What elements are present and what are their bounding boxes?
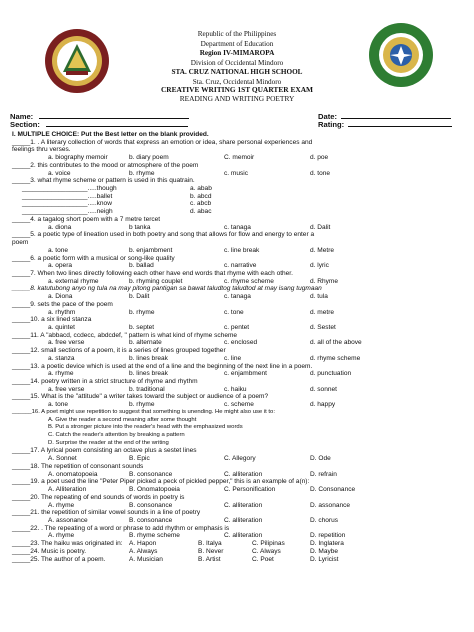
question-line: [12, 278, 468, 286]
answer-choice: c. pentet: [224, 323, 250, 331]
question-line: [12, 177, 468, 185]
answer-choice: B. consonance: [129, 501, 173, 509]
answer-choice: B. consonance: [129, 516, 173, 524]
question-text: _____6. a poetic form with a musical or song-like quality: [12, 254, 175, 262]
answer-choice: b. rhyming couplet: [129, 277, 183, 285]
answer-choice: b. traditional: [129, 385, 165, 393]
section-heading: [12, 131, 468, 139]
answer-choice: b. diary poem: [129, 154, 169, 162]
answer-choice: d. tone: [310, 169, 331, 177]
question-text: _____10. a six lined stanza: [12, 316, 92, 324]
answer-choice: d. punctuation: [310, 370, 352, 378]
answer-choice: C. Poet: [252, 555, 274, 563]
question-text: _____17. A lyrical poem consisting an octave plus a sestet lines: [12, 447, 197, 455]
answer-choice: b. enjambment: [129, 246, 173, 254]
exam-title-block: [0, 85, 474, 103]
question-text: _____21. the repetition of similar vowel sounds in a line of poetry: [12, 509, 201, 517]
section-field: [10, 119, 188, 129]
answer-choice: b. ballad: [129, 262, 154, 270]
question-text: a. voice: [48, 169, 71, 177]
question-line: [12, 386, 468, 394]
question-line: [12, 301, 468, 309]
question-line: [12, 471, 468, 479]
question-text: _____2. this contributes to the mood or atmosphere of the poem: [12, 161, 199, 169]
answer-choice: c. line: [224, 354, 242, 362]
school-header: [110, 30, 364, 88]
answer-choice: c. tone: [224, 308, 244, 316]
question-text: A. Alliteration: [48, 486, 87, 494]
answer-choice: C. memoir: [224, 154, 255, 162]
question-line: [12, 316, 468, 324]
question-text: A. rhyme: [48, 501, 75, 509]
question-line: [12, 339, 468, 347]
answer-choice: d. poe: [310, 154, 329, 162]
answer-choice: B. Never: [198, 547, 224, 555]
question-text: a. free verse: [48, 385, 85, 393]
question-text: poem: [12, 239, 29, 247]
question-line: [12, 540, 468, 548]
question-text: C. Catch the reader's attention by breaking a pattern: [48, 432, 185, 439]
question-line: [12, 401, 468, 409]
answer-choice: b. abcd: [190, 192, 212, 200]
question-line: [12, 162, 468, 170]
school-address: Sta. Cruz, Occidental Mindoro: [192, 77, 282, 86]
question-text: _____5. a poetic type of lineation used in both poetry and song that allows for flow and energy to enter a: [12, 231, 315, 239]
question-line: [12, 185, 468, 193]
question-text: a. biography memoir: [48, 154, 108, 162]
answer-choice: b. rhyme: [129, 401, 155, 409]
question-line: [12, 502, 468, 510]
question-line: [12, 347, 468, 355]
answer-choice: d. Dalit: [310, 223, 331, 231]
question-text: ______16. A poet might use repetition to suggest that something is unending. He might also use it to:: [12, 408, 275, 415]
question-text: a. diona: [48, 223, 72, 231]
question-line: [12, 139, 468, 147]
question-line: [12, 432, 468, 440]
answer-choice: d. Rhyme: [310, 277, 339, 285]
answer-choice: c. music: [224, 169, 249, 177]
date-blank[interactable]: [341, 111, 451, 119]
question-text: __________________.....neigh: [22, 208, 113, 216]
question-line: [12, 424, 468, 432]
question-line: [12, 486, 468, 494]
department-line: Department of Education: [200, 39, 274, 48]
question-line: [12, 447, 468, 455]
answer-choice: b. alternate: [129, 339, 162, 347]
question-line: [12, 509, 468, 517]
answer-choice: D. Maybe: [310, 547, 339, 555]
section-heading-text: I. MULTIPLE CHOICE: Put the Best letter on the blank provided.: [12, 131, 209, 138]
question-text: _____9. sets the pace of the poem: [12, 300, 113, 308]
answer-choice: C. alliteration: [224, 501, 263, 509]
question-text: _____3. what rhyme scheme or pattern is used in this quatrain.: [12, 177, 195, 185]
answer-choice: A. Hapon: [129, 540, 157, 548]
answer-choice: d. happy: [310, 401, 336, 409]
answer-choice: C. alliteration: [224, 532, 263, 540]
answer-choice: D. refrain: [310, 470, 337, 478]
rating-label: Rating:: [318, 120, 345, 129]
answer-choice: d. abac: [190, 208, 212, 216]
question-text: _____1. . A literary collection of words that express an emotion or idea, share personal experiences and: [12, 138, 313, 146]
answer-choice: c. enclosed: [224, 339, 258, 347]
answer-choice: c. abcb: [190, 200, 212, 208]
answer-choice: C. Allegory: [224, 455, 256, 463]
question-line: [12, 478, 468, 486]
answer-choice: D. chorus: [310, 516, 339, 524]
answer-choice: B. Epic: [129, 455, 150, 463]
question-text: __________________.....ballet: [22, 192, 113, 200]
question-line: [12, 355, 468, 363]
question-text: a. stanza: [48, 354, 75, 362]
answer-choice: c. tanaga: [224, 293, 251, 301]
question-line: [12, 247, 468, 255]
question-line: [12, 146, 468, 154]
answer-choice: C. Pilipinas: [252, 540, 285, 548]
answer-choice: d. rhyme scheme: [310, 354, 361, 362]
school-name: STA. CRUZ NATIONAL HIGH SCHOOL: [171, 68, 303, 77]
answer-choice: d. metre: [310, 308, 335, 316]
question-line: [12, 455, 468, 463]
question-text: a. external rhyme: [48, 277, 99, 285]
question-text: _____7. When two lines directly following each other have end words that rhyme with each other.: [12, 269, 293, 277]
question-line: [12, 393, 468, 401]
answer-choice: d. Metre: [310, 246, 335, 254]
question-line: [12, 370, 468, 378]
question-text: _____22. . The repeating of a word or phrase to add rhythm or emphasis is: [12, 524, 230, 532]
exam-title: CREATIVE WRITING 1ST QUARTER EXAM: [160, 85, 314, 94]
answer-choice: A. Musician: [129, 555, 163, 563]
answer-choice: c. tanaga: [224, 223, 251, 231]
question-line: [12, 548, 468, 556]
answer-choice: d. Sestet: [310, 323, 336, 331]
question-text: _____23. The haiku was originated in:: [12, 540, 123, 548]
answer-choice: C. alliteration: [224, 516, 263, 524]
question-line: [12, 532, 468, 540]
question-text: _____14. poetry written in a strict structure of rhyme and rhythm: [12, 378, 198, 385]
question-text: _____8. katutubong anyo ng tula na may pitong pantigan sa bawat taludtog taludtod at may isang tugmaan: [12, 285, 322, 293]
question-text: A. Give the reader a second meaning after some thought: [48, 416, 197, 423]
question-text: _____4. a tagalog short poem with a 7 metre tercet: [12, 215, 161, 223]
question-line: [12, 293, 468, 301]
question-text: a. opera: [48, 262, 73, 270]
answer-choice: c. enjambment: [224, 370, 267, 378]
answer-choice: D. Lyricist: [310, 555, 339, 563]
question-line: [12, 231, 468, 239]
question-line: [12, 517, 468, 525]
rating-blank[interactable]: [348, 119, 452, 127]
question-text: _____11. A "abbacd, ccdecc, abdcdef, " pattern is what kind of rhyme scheme: [12, 331, 238, 339]
answer-choice: d. all of the above: [310, 339, 362, 347]
answer-choice: B. rhyme scheme: [129, 532, 180, 540]
question-line: [12, 494, 468, 502]
question-line: [12, 556, 468, 564]
section-label: Section:: [10, 120, 40, 129]
question-line: [12, 440, 468, 448]
name-blank[interactable]: [39, 111, 189, 119]
question-text: a. tone: [48, 246, 69, 254]
answer-choice: D. repetition: [310, 532, 346, 540]
answer-choice: c. narrative: [224, 262, 257, 270]
answer-choice: B. consonance: [129, 470, 173, 478]
question-text: _____24. Music is poetry.: [12, 547, 87, 555]
question-line: [12, 255, 468, 263]
region-line: Region IV-MIMAROPA: [199, 49, 275, 58]
question-text: A. assonance: [48, 516, 88, 524]
section-blank[interactable]: [46, 119, 188, 127]
answer-choice: A. Always: [129, 547, 158, 555]
question-line: [12, 239, 468, 247]
question-line: [12, 525, 468, 533]
answer-choice: b. Dalit: [129, 293, 150, 301]
answer-choice: D. Ode: [310, 455, 331, 463]
question-text: a. tone: [48, 401, 69, 409]
question-line: [12, 332, 468, 340]
question-text: a. rhythm: [48, 308, 76, 316]
answer-choice: c. scheme: [224, 401, 254, 409]
answer-choice: B. Artist: [198, 555, 221, 563]
question-text: a. rhyme: [48, 370, 74, 378]
deped-division-seal-logo: [368, 22, 434, 88]
question-text: __________________.....though: [22, 185, 117, 193]
question-line: [12, 200, 468, 208]
answer-choice: c. rhyme scheme: [224, 277, 274, 285]
question-line: [12, 262, 468, 270]
exam-questions: [12, 131, 468, 563]
question-text: A. rhyme: [48, 532, 75, 540]
question-text: _____19. a poet used the line "Peter Piper picked a peck of pickled pepper," this is an example of a(n):: [12, 478, 310, 486]
question-text: _____13. a poetic device which is used at the end of a line and the beginning of the next line in a poem.: [12, 362, 313, 370]
question-line: [12, 224, 468, 232]
question-line: [12, 324, 468, 332]
question-text: _____20. The repeating of end sounds of words in poetry is: [12, 493, 185, 501]
answer-choice: B. Onomatopoeia: [129, 486, 180, 494]
republic-line: Republic of the Philippines: [197, 30, 277, 38]
answer-choice: C. alliteration: [224, 470, 263, 478]
question-line: [12, 270, 468, 278]
question-line: [12, 170, 468, 178]
question-line: [12, 193, 468, 201]
answer-choice: d. lyric: [310, 262, 329, 270]
answer-choice: B. Italya: [198, 540, 222, 548]
question-text: feelings thru verses.: [12, 146, 71, 154]
answer-choice: d. sonnet: [310, 385, 337, 393]
question-text: a. free verse: [48, 339, 85, 347]
rating-field: [318, 119, 452, 129]
question-text: B. Put a stronger picture into the reader's head with the emphasized words: [48, 424, 243, 431]
answer-choice: b. rhyme: [129, 308, 155, 316]
exam-subtitle: READING AND WRITING POETRY: [179, 94, 295, 103]
answer-choice: D. Consonance: [310, 486, 356, 494]
question-line: [12, 285, 468, 293]
answer-choice: D. assonance: [310, 501, 351, 509]
name-label: Name:: [10, 112, 34, 121]
question-text: A. Sonnet: [48, 455, 77, 463]
answer-choice: D. Inglatera: [310, 540, 344, 548]
question-line: [12, 363, 468, 371]
answer-choice: c. haiku: [224, 385, 247, 393]
question-line: [12, 216, 468, 224]
question-text: A. onomatopoeia: [48, 470, 98, 478]
answer-choice: C. Personification: [224, 486, 276, 494]
question-text: _____25. The author of a poem.: [12, 555, 106, 563]
question-text: _____18. The repetition of consonant sounds: [12, 462, 144, 470]
answer-choice: d. tula: [310, 293, 328, 301]
question-line: [12, 417, 468, 425]
question-text: _____15. What is the "attitude" a writer takes toward the subject or audience of a poem?: [12, 393, 269, 401]
division-line: Division of Occidental Mindoro: [190, 58, 284, 67]
answer-choice: b tanka: [129, 223, 151, 231]
question-text: a. quintet: [48, 323, 75, 331]
question-text: D. Surprise the reader at the end of the writing: [48, 439, 169, 446]
question-line: [12, 378, 468, 386]
date-label: Date:: [318, 112, 337, 121]
question-line: [12, 154, 468, 162]
question-line: [12, 309, 468, 317]
question-text: a. Diona: [48, 293, 73, 301]
answer-choice: a. abab: [190, 185, 212, 193]
answer-choice: b. lines break: [129, 370, 168, 378]
question-text: _____12. small sections of a poem, it is a series of lines grouped together: [12, 347, 226, 355]
answer-choice: b. lines break: [129, 354, 168, 362]
question-line: [12, 409, 468, 417]
question-text: __________________.....know: [22, 200, 112, 208]
question-line: [12, 463, 468, 471]
question-line: [12, 208, 468, 216]
answer-choice: b. septet: [129, 323, 155, 331]
answer-choice: b. rhyme: [129, 169, 155, 177]
answer-choice: c. line break: [224, 246, 260, 254]
answer-choice: C. Always: [252, 547, 281, 555]
